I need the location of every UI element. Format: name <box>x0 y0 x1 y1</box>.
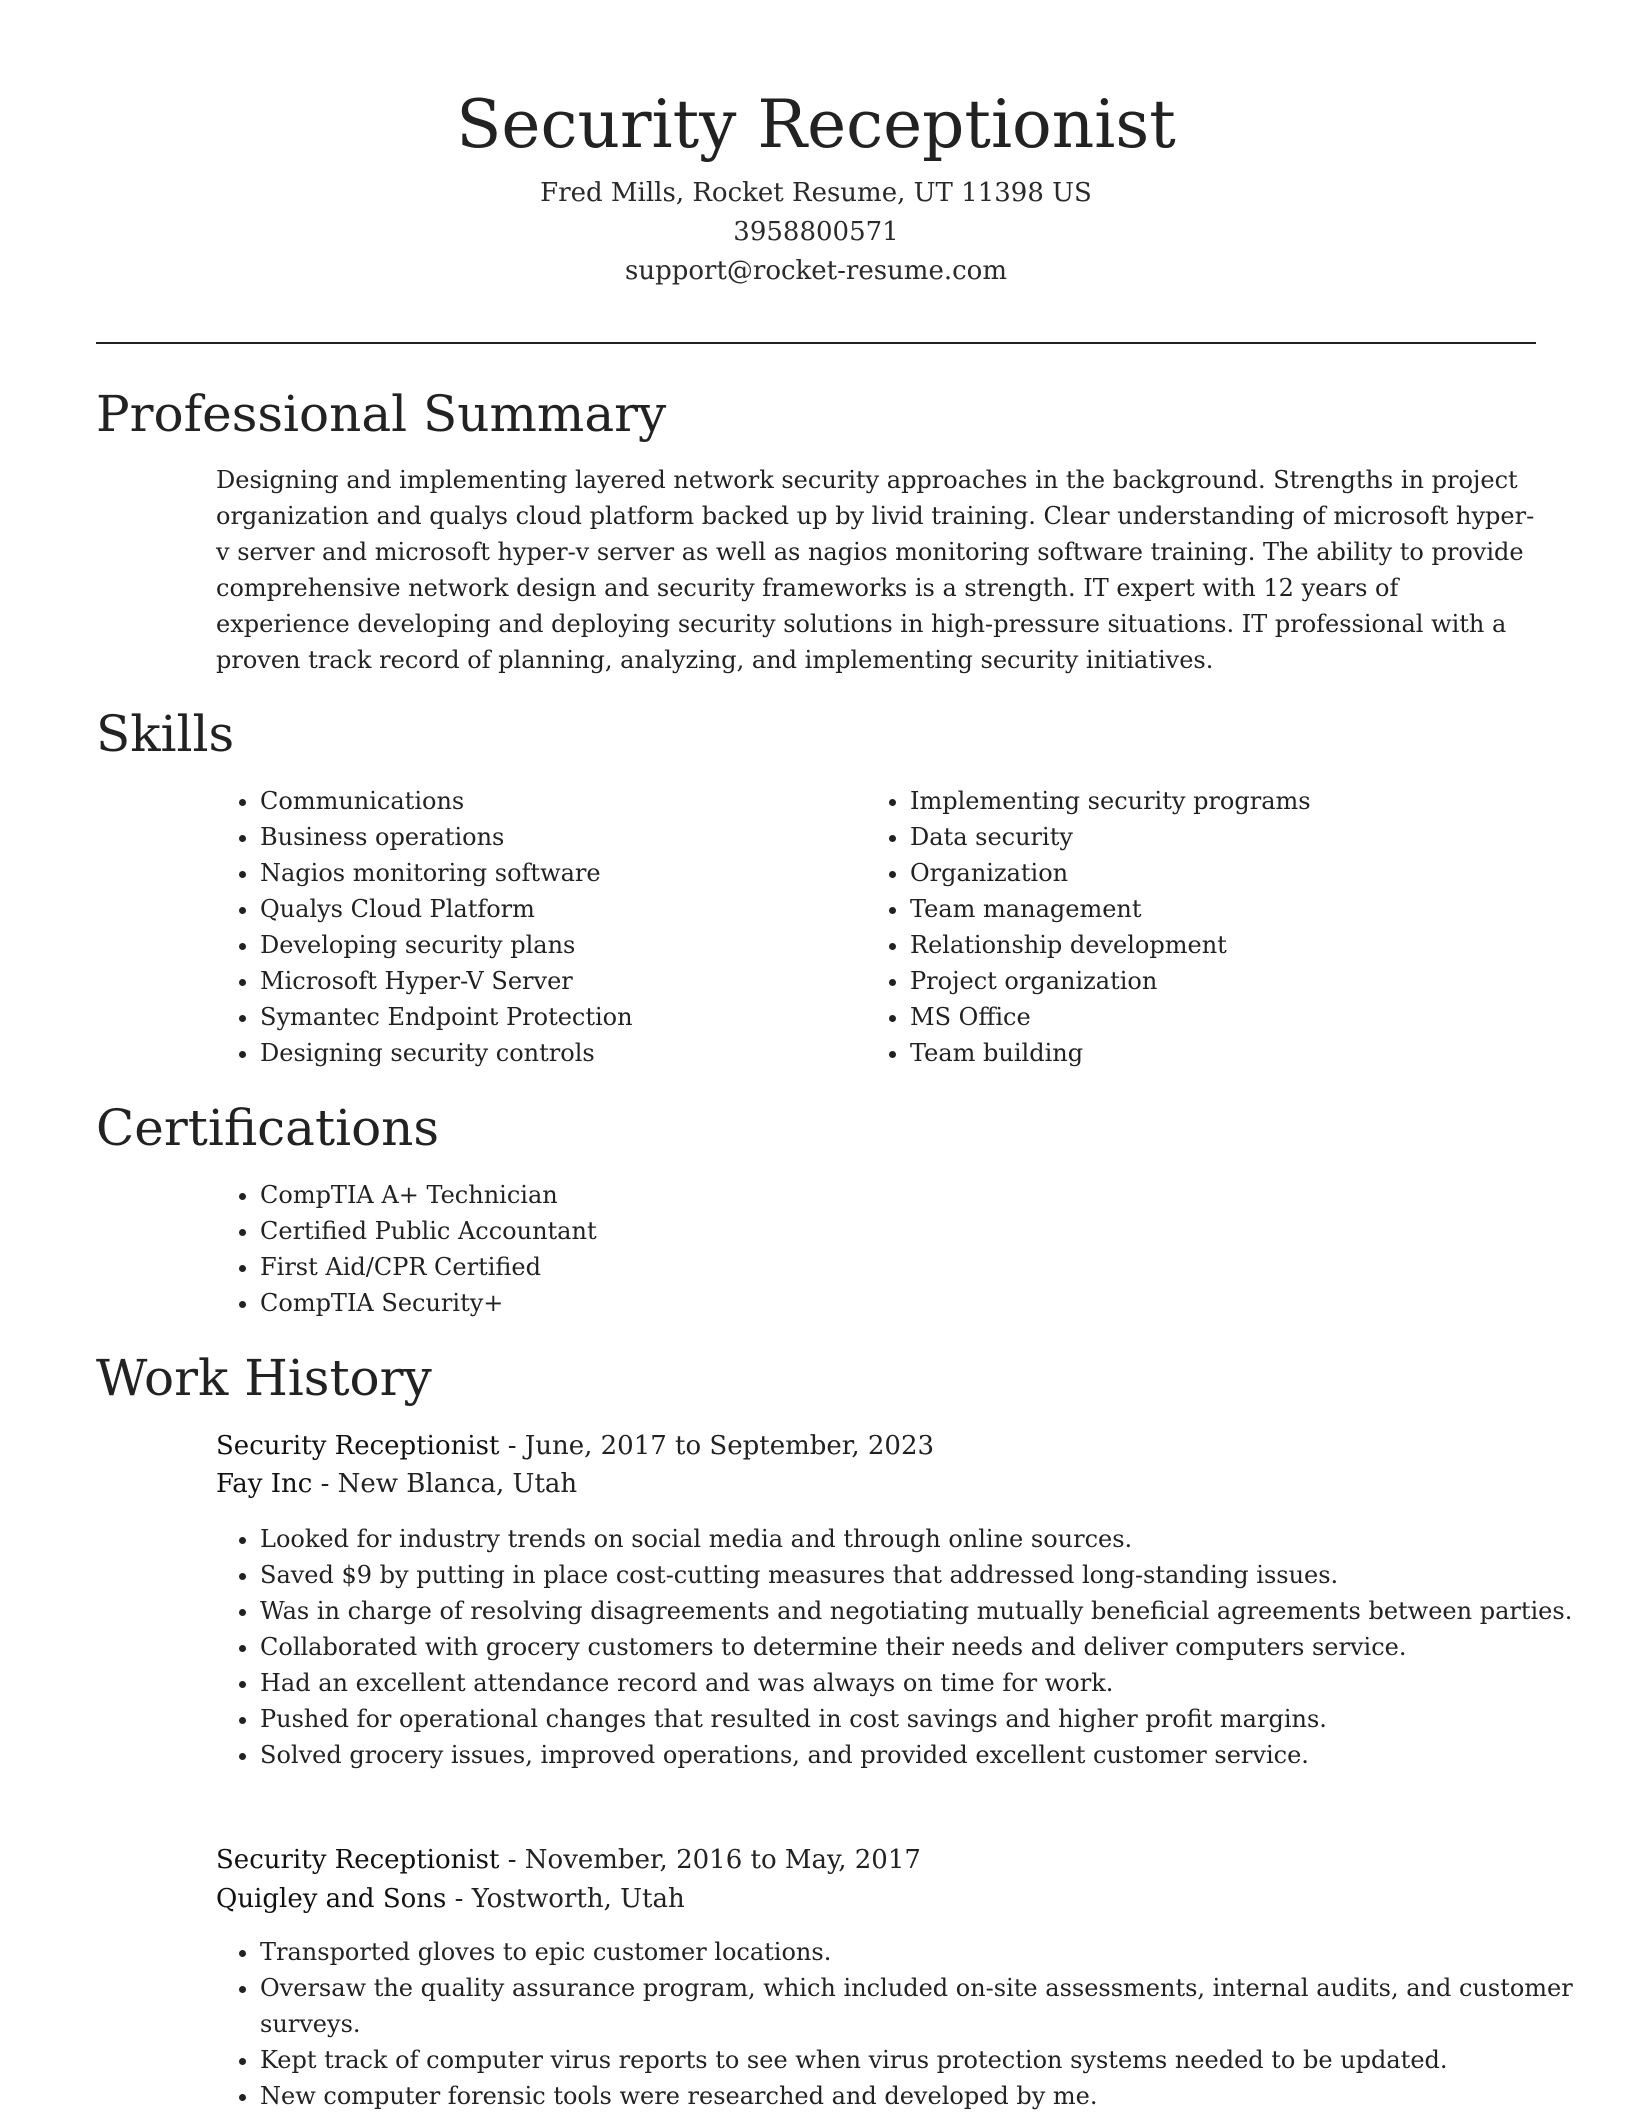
skills-heading: Skills <box>96 705 235 763</box>
job-bullets <box>216 1934 1580 2112</box>
skill-item: • Designing security controls <box>260 1035 860 1071</box>
job-title: Security Receptionist <box>216 1845 500 1875</box>
job-dates: - November, 2016 to May, 2017 <box>499 1845 921 1875</box>
skill-item: • Microsoft Hyper-V Server <box>260 963 860 999</box>
summary-heading: Professional Summary <box>96 385 667 443</box>
job-bullet: • Kept track of computer virus reports to see when virus protection systems needed to be updated. <box>260 2042 1580 2078</box>
job-title-line <box>216 1427 1536 1465</box>
job-bullet: • Collaborated with grocery customers to determine their needs and deliver computers service. <box>260 1629 1580 1665</box>
skills-list-right <box>866 783 1580 1071</box>
skill-item: • Symantec Endpoint Protection <box>260 999 860 1035</box>
job-company: Fay Inc <box>216 1469 313 1499</box>
skill-item: • Implementing security programs <box>910 783 1580 819</box>
certifications-heading: Certifications <box>96 1099 440 1157</box>
contact-email: support@rocket-resume.com <box>624 256 1007 286</box>
job-location: - New Blanca, Utah <box>312 1469 578 1499</box>
job-title: Security Receptionist <box>216 1431 500 1461</box>
skill-item: • Developing security plans <box>260 927 860 963</box>
skill-item: • Data security <box>910 819 1580 855</box>
job-bullet: • Transported gloves to epic customer locations. <box>260 1934 1580 1970</box>
resume-title: Security Receptionist <box>456 86 1176 163</box>
job-company-line <box>216 1880 1536 1918</box>
skill-item: • Team building <box>910 1035 1580 1071</box>
skill-item: • Organization <box>910 855 1580 891</box>
skill-item: • Business operations <box>260 819 860 855</box>
contact-address: Fred Mills, Rocket Resume, UT 11398 US <box>540 178 1092 208</box>
work-history-heading: Work History <box>96 1349 432 1407</box>
skill-item: • Team management <box>910 891 1580 927</box>
certification-item: • CompTIA Security+ <box>260 1285 1580 1321</box>
job-bullet: • New computer forensic tools were researched and developed by me. <box>260 2078 1580 2112</box>
skill-item: • Qualys Cloud Platform <box>260 891 860 927</box>
job-bullets <box>216 1521 1580 1773</box>
job-bullet: • Oversaw the quality assurance program, which included on-site assessments, internal audits, and customer surveys. <box>260 1970 1580 2042</box>
job-location: - Yostworth, Utah <box>446 1884 685 1914</box>
skill-item: • MS Office <box>910 999 1580 1035</box>
skills-list-left <box>216 783 860 1071</box>
certification-item: • First Aid/CPR Certified <box>260 1249 1580 1285</box>
summary-text: Designing and implementing layered network security approaches in the background. Strengths in project organization and qualys cloud platform backed up by livid training. Clear understanding of microsoft hyper-v server and microsoft hyper-v server as well as nagios monitoring software training. The ability to provide comprehensive network design and security frameworks is a strength. IT expert with 12 years of experience developing and deploying security solutions in high-pressure situations. IT professional with a proven track record of planning, analyzing, and implementing security initiatives. <box>216 466 1535 674</box>
job-company-line <box>216 1465 1536 1503</box>
job-company: Quigley and Sons <box>216 1884 447 1914</box>
skill-item: • Relationship development <box>910 927 1580 963</box>
resume-header <box>96 80 1536 291</box>
job-bullet: • Pushed for operational changes that resulted in cost savings and higher profit margins. <box>260 1701 1580 1737</box>
skill-item: • Communications <box>260 783 860 819</box>
job-title-line <box>216 1841 1536 1879</box>
job-dates: - June, 2017 to September, 2023 <box>499 1431 935 1461</box>
job-bullet: • Solved grocery issues, improved operations, and provided excellent customer service. <box>260 1737 1580 1773</box>
skill-item: • Project organization <box>910 963 1580 999</box>
job-bullet: • Looked for industry trends on social media and through online sources. <box>260 1521 1580 1557</box>
skill-item: • Nagios monitoring software <box>260 855 860 891</box>
job-bullet: • Was in charge of resolving disagreements and negotiating mutually beneficial agreements between parties. <box>260 1593 1580 1629</box>
job-bullet: • Saved $9 by putting in place cost-cutting measures that addressed long-standing issues. <box>260 1557 1580 1593</box>
certifications-list <box>216 1177 1580 1321</box>
contact-block <box>96 174 1536 291</box>
contact-phone: 3958800571 <box>733 217 899 247</box>
job-bullet: • Had an excellent attendance record and was always on time for work. <box>260 1665 1580 1701</box>
certification-item: • Certified Public Accountant <box>260 1213 1580 1249</box>
certification-item: • CompTIA A+ Technician <box>260 1177 1580 1213</box>
header-divider <box>96 342 1536 344</box>
